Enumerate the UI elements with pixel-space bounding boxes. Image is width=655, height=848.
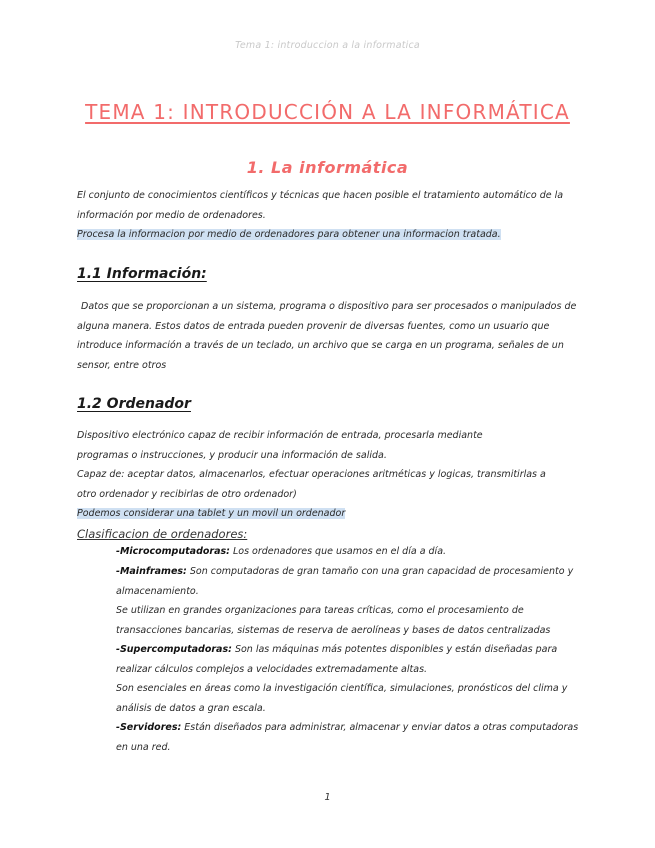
section-heading-informatica: 1. La informática	[246, 158, 409, 177]
list-item-mainframes-detail	[116, 601, 581, 640]
term-description: Los ordenadores que usamos en el día a día.	[229, 546, 447, 557]
highlighted-text: Podemos considerar una tablet y un movil un ordenador	[77, 508, 346, 519]
list-item-servidores	[116, 718, 581, 757]
list-item-microcomputadoras	[116, 542, 581, 562]
list-item-supercomputadoras	[116, 640, 581, 679]
list-item-supercomputadoras-detail	[116, 679, 581, 718]
term-label: -Servidores:	[116, 722, 182, 733]
term-label: -Supercomputadoras:	[116, 644, 232, 655]
running-header: Tema 1: introduccion a la informatica	[235, 40, 420, 51]
informatica-highlight	[77, 225, 577, 245]
term-description: Se utilizan en grandes organizaciones para tareas críticas, como el procesamiento de transacciones bancarias, sistemas de reserva de aerolíneas y bases de datos centralizadas	[116, 605, 551, 636]
term-description: Son esenciales en áreas como la investigación científica, simulaciones, pronósticos del clima y análisis de datos a gran escala.	[116, 683, 568, 714]
ordenador-highlight	[77, 504, 577, 524]
subheading-ordenador: 1.2 Ordenador	[77, 396, 191, 412]
document-title: TEMA 1: INTRODUCCIÓN A LA INFORMÁTICA	[85, 100, 570, 124]
term-label: -Microcomputadoras:	[116, 546, 230, 557]
list-item-mainframes	[116, 562, 581, 601]
ordenador-capabilities: Capaz de: aceptar datos, almacenarlos, efectuar operaciones aritméticas y logicas, transmitirlas a otro ordenador y recibirlas de otro ordenador)	[77, 469, 546, 500]
term-description: Son computadoras de gran tamaño con una gran capacidad de procesamiento y almacenamiento.	[116, 566, 574, 597]
highlighted-text: Procesa la informacion por medio de ordenadores para obtener una informacion tratada.	[77, 229, 501, 240]
subheading-informacion: 1.1 Información:	[77, 266, 207, 282]
classification-title: Clasificacion de ordenadores:	[77, 527, 248, 541]
informacion-paragraph: Datos que se proporcionan a un sistema, programa o dispositivo para ser procesados o manipulados de alguna manera. Estos datos de entrada pueden provenir de diversas fuentes, como un usuario que introduce información a través de un teclado, un archivo que se carga en un programa, señales de un sensor, entre otros	[77, 301, 577, 371]
informatica-definition: El conjunto de conocimientos científicos y técnicas que hacen posible el tratamiento automático de la información por medio de ordenadores.	[77, 190, 564, 221]
page-number: 1	[324, 792, 331, 803]
term-description: Son las máquinas más potentes disponibles y están diseñadas para realizar cálculos complejos a velocidades extremadamente altas.	[116, 644, 558, 675]
term-label: -Mainframes:	[116, 566, 187, 577]
ordenador-definition: Dispositivo electrónico capaz de recibir información de entrada, procesarla mediante programas o instrucciones, y producir una información de salida.	[77, 430, 483, 461]
term-description: Están diseñados para administrar, almacenar y enviar datos a otras computadoras en una red.	[116, 722, 579, 753]
